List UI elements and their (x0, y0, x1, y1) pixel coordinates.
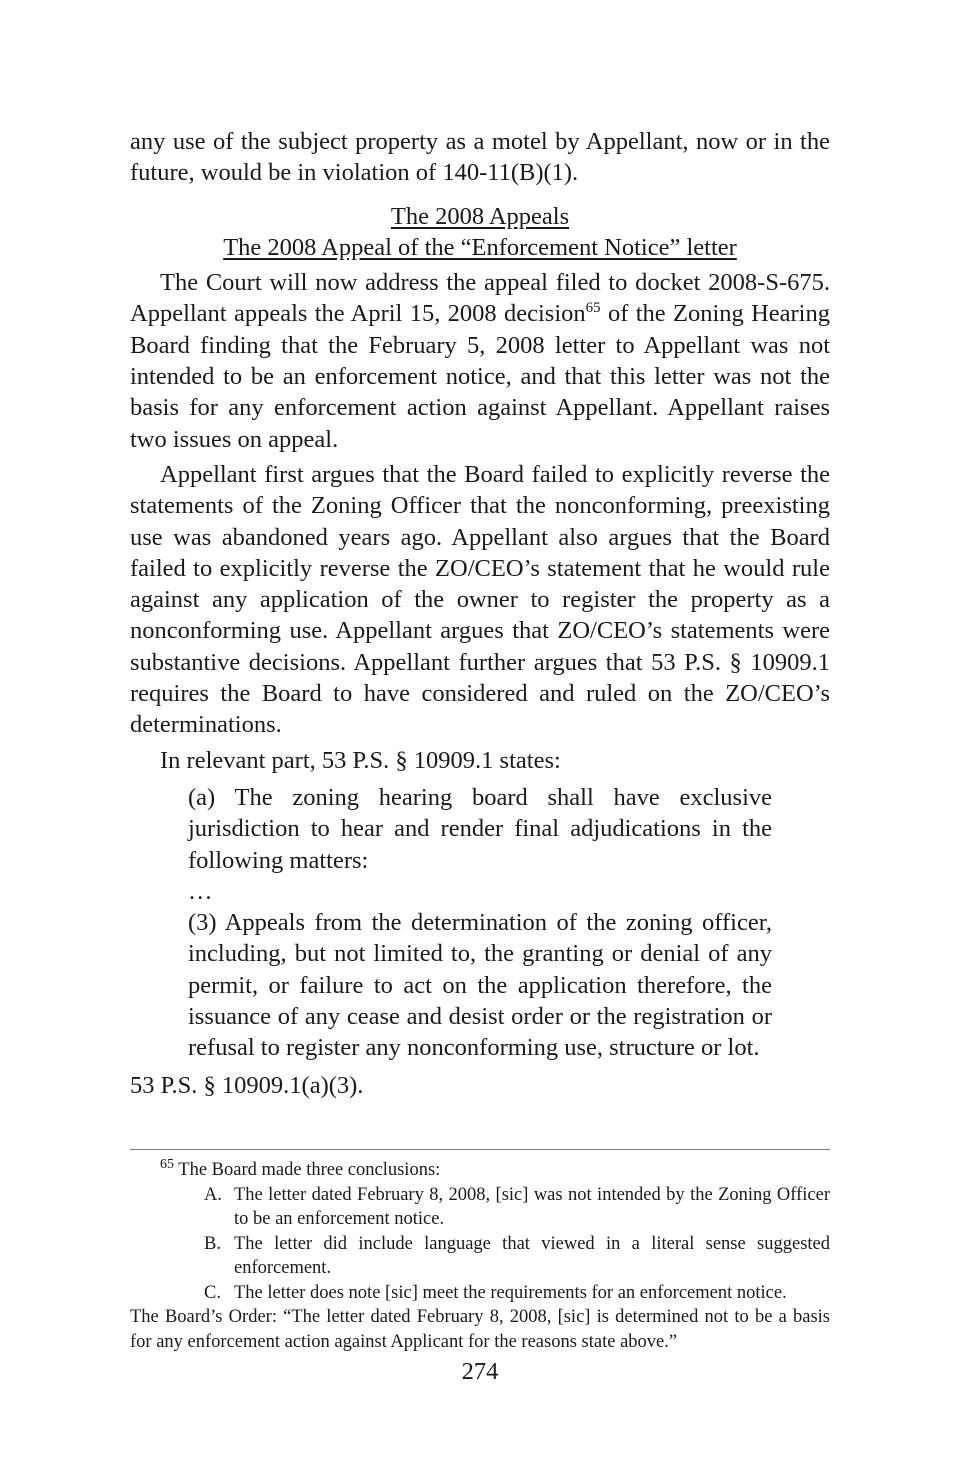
footnote-item-text: The letter does note [sic] meet the requirements for an enforcement notice. (234, 1282, 787, 1303)
footnote-item (204, 1281, 830, 1306)
subsection-heading (130, 232, 830, 263)
footnote-board-order: The Board’s Order: “The letter dated February 8, 2008, [sic] is determined not to be a basis for any enforcement action against Applicant for the reasons state above.” (130, 1307, 830, 1352)
quote-subsection-a: (a) The zoning hearing board shall have exclusive jurisdiction to hear and render final adjudications in the following matters: (188, 783, 772, 874)
footnote-divider (130, 1149, 830, 1150)
section-heading-text: The 2008 Appeals (390, 202, 570, 230)
statute-quote (188, 782, 772, 1064)
footnote-section (130, 1158, 830, 1354)
footnote-item (204, 1183, 830, 1232)
paragraph-statute-intro: In relevant part, 53 P.S. § 10909.1 states: (160, 746, 561, 774)
statute-citation: 53 P.S. § 10909.1(a)(3). (130, 1071, 364, 1099)
quote-subsection-3: (3) Appeals from the determination of the zoning officer, including, but not limited to, the granting or denial of any permit, or failure to act on the application therefore, the issuance of any cease and desist order or the registration or refusal to register any nonconforming use, structure or lot. (188, 909, 772, 1062)
subsection-heading-text: The 2008 Appeal of the “Enforcement Notice” letter (223, 233, 737, 261)
section-heading (130, 201, 830, 232)
quote-ellipsis: … (188, 877, 213, 905)
page-body (130, 126, 830, 1125)
paragraph-appeal-start: The Court will now address the appeal filed to docket 2008-S-675. Appellant appeals the April 15, 2008 decision (130, 269, 830, 328)
footnote-item-text: The letter did include language that viewed in a literal sense suggested enforcement. (234, 1233, 830, 1278)
page-number: 274 (461, 1358, 499, 1385)
footnote-list (130, 1183, 830, 1306)
footnote-item-letter: A. (204, 1184, 222, 1205)
intro-paragraph: any use of the subject property as a motel by Appellant, now or in the future, would be in violation of 140-11(B)(1). (130, 128, 830, 187)
footnote-item-text: The letter dated February 8, 2008, [sic] was not intended by the Zoning Officer to be an enforcement notice. (234, 1184, 830, 1229)
footnote-number: 65 (160, 1156, 174, 1172)
footnote-item (204, 1232, 830, 1281)
footnote-intro (160, 1158, 830, 1183)
footnote-item-letter: B. (204, 1233, 221, 1254)
footnote-reference: 65 (585, 300, 601, 317)
paragraph-appeal (130, 267, 830, 455)
paragraph-arguments: Appellant first argues that the Board failed to explicitly reverse the statements of the Zoning Officer that the nonconforming, preexisting use was abandoned years ago. Appellant also argues that the Board failed to explicitly reverse the ZO/CEO’s statement that he would rule against any application of the owner to register the property as a nonconforming use. Appellant argues that ZO/CEO’s statements were substantive decisions. Appellant further argues that 53 P.S. § 10909.1 requires the Board to have considered and ruled on the ZO/CEO’s determinations. (130, 460, 830, 739)
footnote-item-letter: C. (204, 1282, 221, 1303)
footnote-intro-text: The Board made three conclusions: (174, 1160, 441, 1180)
paragraph-appeal-end: of the Zoning Hearing Board finding that the February 5, 2008 letter to Appellant was not intended to be an enforcement notice, and that this letter was not the basis for any enforcement action against Appellant. Appellant raises two issues on appeal. (130, 300, 830, 453)
